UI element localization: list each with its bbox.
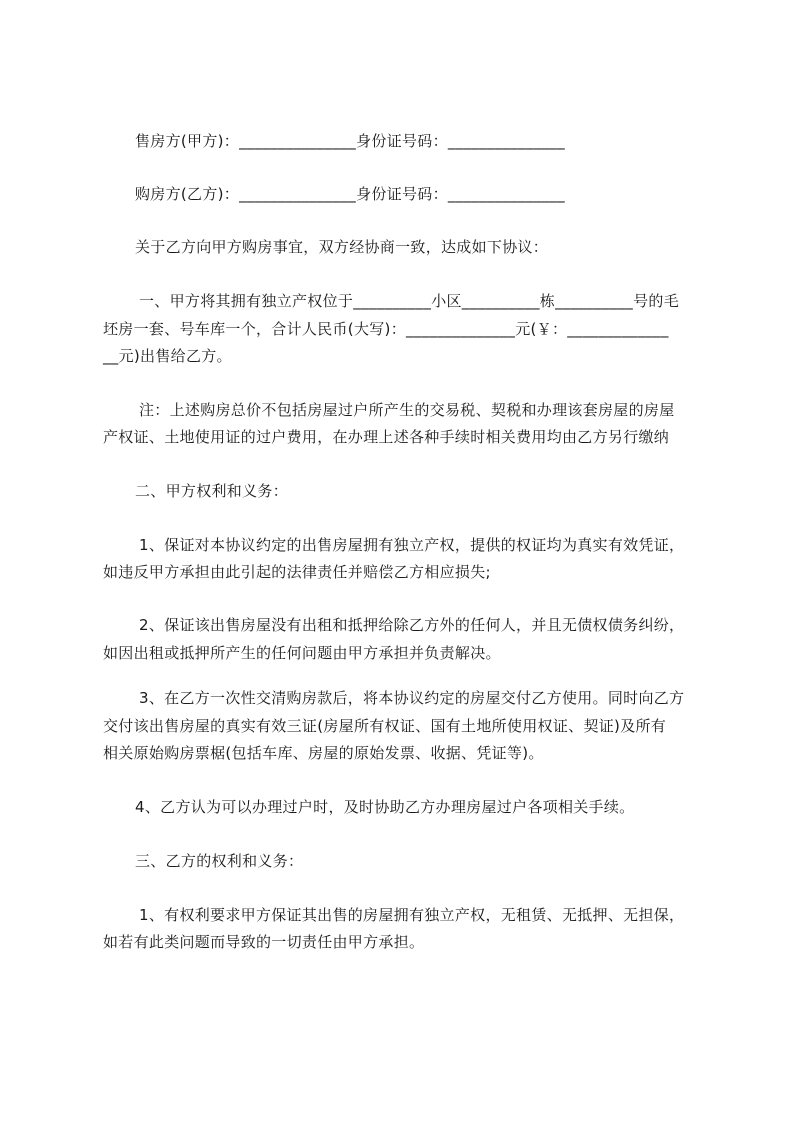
s2-item2-line-1: 2、保证该出售房屋没有出租和抵押给除乙方外的任何人，并且无债权债务纠纷，	[139, 616, 685, 634]
note-line-2: 产权证、土地使用证的过户费用，在办理上述各种手续时相关费用均由乙方另行缴纳	[103, 428, 670, 446]
note-line-1: 注：上述购房总价不包括房屋过户所产生的交易税、契税和办理该套房屋的房屋	[139, 401, 675, 419]
s2-item3-line-3: 相关原始购房票椐(包括车库、房屋的原始发票、收据、凭证等)。	[103, 744, 544, 762]
clause1-line-1: 一、甲方将其拥有独立产权位于__________小区__________栋__________号的毛	[139, 292, 680, 310]
clause1-line-2: 坯房一套、号车库一个，合计人民币(大写)：______________元(￥：_____________	[103, 320, 669, 338]
intro-paragraph: 关于乙方向甲方购房事宜，双方经协商一致，达成如下协议：	[135, 238, 549, 256]
section3-title: 三、乙方的权利和义务：	[135, 852, 304, 870]
buyer-line: 购房方(乙方)：_______________身份证号码：_______________	[135, 185, 565, 203]
s2-item3-line-2: 交付该出售房屋的真实有效三证(房屋所有权证、国有土地所使用权证、契证)及所有	[103, 717, 667, 735]
clause1-line-3: __元)出售给乙方。	[103, 347, 232, 365]
s2-item1-line-2: 如违反甲方承担由此引起的法律责任并赔偿乙方相应损失;	[103, 563, 491, 581]
s2-item1-line-1: 1、保证对本协议约定的出售房屋拥有独立产权，提供的权证均为真实有效凭证，	[139, 536, 685, 554]
s3-item1-line-2: 如若有此类问题而导致的一切责任由甲方承担。	[103, 933, 425, 951]
s2-item4: 4、乙方认为可以办理过户时，及时协助乙方办理房屋过户各项相关手续。	[135, 798, 635, 816]
s3-item1-line-1: 1、有权利要求甲方保证其出售的房屋拥有独立产权，无租赁、无抵押、无担保，	[139, 906, 685, 924]
s2-item3-line-1: 3、在乙方一次性交清购房款后，将本协议约定的房屋交付乙方使用。同时向乙方	[139, 689, 685, 707]
s2-item2-line-2: 如因出租或抵押所产生的任何问题由甲方承担并负责解决。	[103, 644, 501, 662]
section2-title: 二、甲方权利和义务：	[135, 482, 289, 500]
seller-line: 售房方(甲方)：_______________身份证号码：_______________	[135, 132, 565, 150]
